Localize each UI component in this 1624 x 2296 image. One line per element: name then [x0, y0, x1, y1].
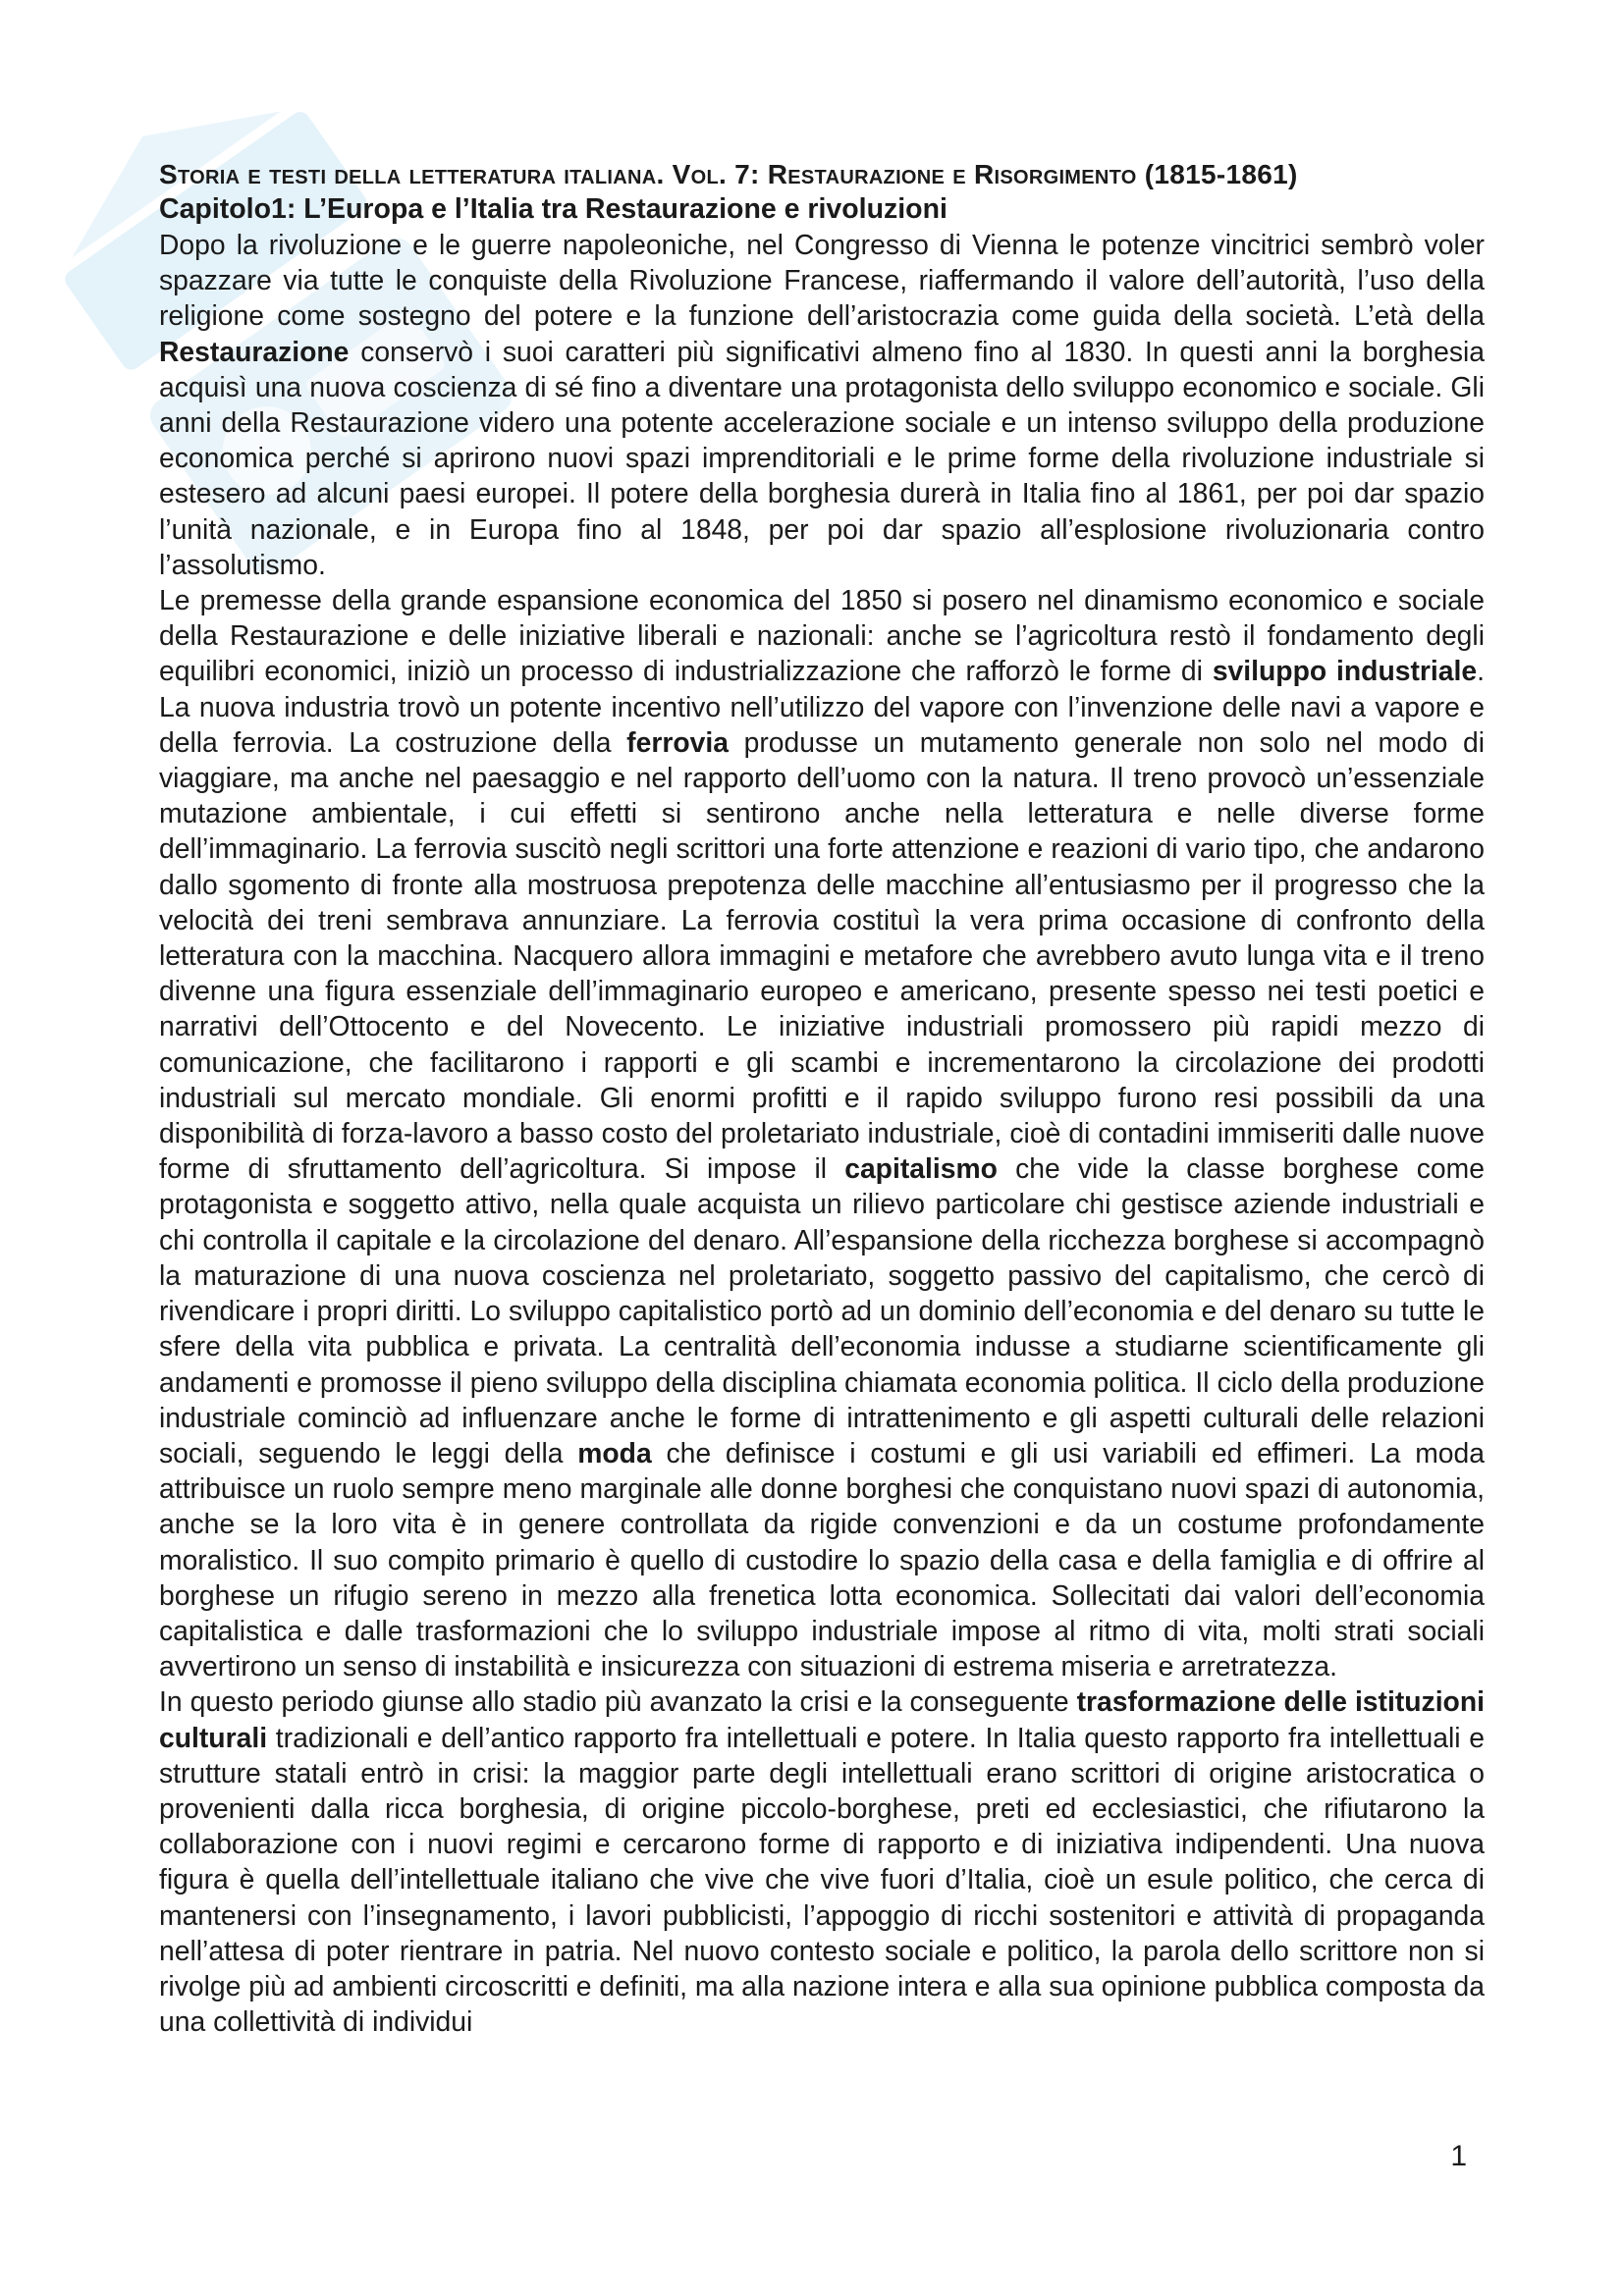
text-run: Le premesse della grande espansione economica del 1850 si posero nel dinamismo economico e sociale della Restaurazione e delle iniziative liberali e nazionali: anche se l’agricoltura restò il fondamento degli equilibri economici, iniziò un processo di industrializzazione che rafforzò le forme di — [159, 584, 1485, 687]
bold-term: Restaurazione — [159, 335, 350, 367]
bold-term: ferrovia — [626, 725, 729, 758]
text-run: In questo periodo giunse allo stadio più avanzato la crisi e la conseguente — [159, 1685, 1077, 1718]
text-run: conservò i suoi caratteri più significativi almeno fino al 1830. In questi anni la borghesia acquisì una nuova coscienza di sé fino a diventare una protagonista dello sviluppo economico e sociale. Gli anni della Restaurazione videro una potente accelerazione sociale e un intenso sviluppo della produzione economica perché si aprirono nuovi spazi imprenditoriali e le prime forme della rivoluzione industriale si estesero ad alcuni paesi europei. Il potere della borghesia durerà in Italia fino al 1861, per poi dar spazio l’unità nazionale, e in Europa fino al 1848, per poi dar spazio all’esplosione rivoluzionaria contro l’assolutismo. — [159, 335, 1485, 580]
chapter-title: Capitolo1: L’Europa e l’Italia tra Restaurazione e rivoluzioni — [159, 193, 947, 225]
body-text — [159, 227, 1485, 2039]
text-run: che definisce i costumi e gli usi variabili ed effimeri. La moda attribuisce un ruolo sempre meno marginale alle donne borghesi che conquistano nuovi spazi di autonomia, anche se la loro vita è in genere controllata da rigide convenzioni e da un costume profondamente moralistico. Il suo compito primario è quello di custodire lo spazio della casa e della famiglia e di offrire al borghese un rifugio sereno in mezzo alla frenetica lotta economica. Sollecitati dai valori dell’economia capitalistica e dalle trasformazioni che lo sviluppo industriale impose al ritmo di vita, molti strati sociali avvertirono un senso di instabilità e insicurezza con situazioni di estrema miseria e arretratezza. — [159, 1436, 1485, 1682]
bold-term: moda — [577, 1436, 652, 1468]
page-content — [159, 157, 1485, 2039]
bold-term: trasformazione delle istituzioni culturali — [159, 1685, 1485, 1753]
text-run: . La nuova industria trovò un potente incentivo nell’utilizzo del vapore con l’invenzione delle navi a vapore e della ferrovia. La costruzione della — [159, 655, 1485, 758]
text-run: produsse un mutamento generale non solo nel modo di viaggiare, ma anche nel paesaggio e nel rapporto dell’uomo con la natura. Il treno provocò un’essenziale mutazione ambientale, i cui effetti si sentirono anche nella letteratura e nelle diverse forme dell’immaginario. La ferrovia suscitò negli scrittori una forte attenzione e reazioni di vario tipo, che andarono dallo sgomento di fronte alla mostruosa prepotenza delle macchine all’entusiasmo per il progresso che la velocità dei treni sembrava annunziare. La ferrovia costituì la vera prima occasione di confronto della letteratura con la macchina. Nacquero allora immagini e metafore che avrebbero avuto lunga vita e il treno divenne una figura essenziale dell’immaginario europeo e americano, presente spesso nei testi poetici e narrativi dell’Ottocento e del Novecento. Le iniziative industriali promossero più rapidi mezzo di comunicazione, che facilitarono i rapporti e gli scambi e incrementarono la circolazione dei prodotti industriali sul mercato mondiale. Gli enormi profitti e il rapido sviluppo furono resi possibili da una disponibilità di forza-lavoro a basso costo del proletariato industriale, cioè di contadini immiseriti dalle nuove forme di sfruttamento dell’agricoltura. Si impose il — [159, 725, 1485, 1185]
paragraph — [159, 582, 1485, 1683]
paragraph — [159, 1683, 1485, 2039]
text-run: che vide la classe borghese come protagonista e soggetto attivo, nella quale acquista un rilievo particolare chi gestisce aziende industriali e chi controlla il capitale e la circolazione del denaro. All’espansione della ricchezza borghese si accompagnò la maturazione di una nuova coscienza nel proletariato, soggetto passivo del capitalismo, che cercò di rivendicare i propri diritti. Lo sviluppo capitalistico portò ad un dominio dell’economia e del denaro su tutte le sfere della vita pubblica e privata. La centralità dell’economia indusse a studiarne scientificamente gli andamenti e promosse il pieno sviluppo della disciplina chiamata economia politica. Il ciclo della produzione industriale cominciò ad influenzare anche le forme di intrattenimento e gli aspetti culturali delle relazioni sociali, seguendo le leggi della — [159, 1152, 1485, 1468]
bold-term: capitalismo — [844, 1152, 998, 1185]
bold-term: sviluppo industriale — [1212, 655, 1478, 687]
document-title: Storia e testi della letteratura italiana. Vol. 7: Restaurazione e Risorgimento (1815-1861) — [159, 159, 1298, 189]
text-run: Dopo la rivoluzione e le guerre napoleoniche, nel Congresso di Vienna le potenze vincitrici sembrò voler spazzare via tutte le conquiste della Rivoluzione Francese, riaffermando il valore dell’autorità, l’uso della religione come sostegno del potere e la funzione dell’aristocrazia come guida della società. L’età della — [159, 229, 1485, 332]
text-run: tradizionali e dell’antico rapporto fra intellettuali e potere. In Italia questo rapporto fra intellettuali e strutture statali entrò in crisi: la maggior parte degli intellettuali erano scrittori di origine aristocratica o provenienti dalla ricca borghesia, di origine piccolo-borghese, preti ed ecclesiastici, che rifiutarono la collaborazione con i nuovi regimi e cercarono forme di rapporto e di iniziativa indipendenti. Una nuova figura è quella dell’intellettuale italiano che vive che vive fuori d’Italia, cioè un esule politico, che cerca di mantenersi con l’insegnamento, i lavori pubblicisti, l’appoggio di ricchi sostenitori e attività di propaganda nell’attesa di poter rientrare in patria. Nel nuovo contesto sociale e politico, la parola dello scrittore non si rivolge più ad ambienti circoscritti e definiti, ma alla nazione intera e alla sua opinione pubblica composta da una collettività di individui — [159, 1721, 1485, 2038]
page-number: 1 — [1450, 2140, 1467, 2172]
paragraph — [159, 227, 1485, 582]
